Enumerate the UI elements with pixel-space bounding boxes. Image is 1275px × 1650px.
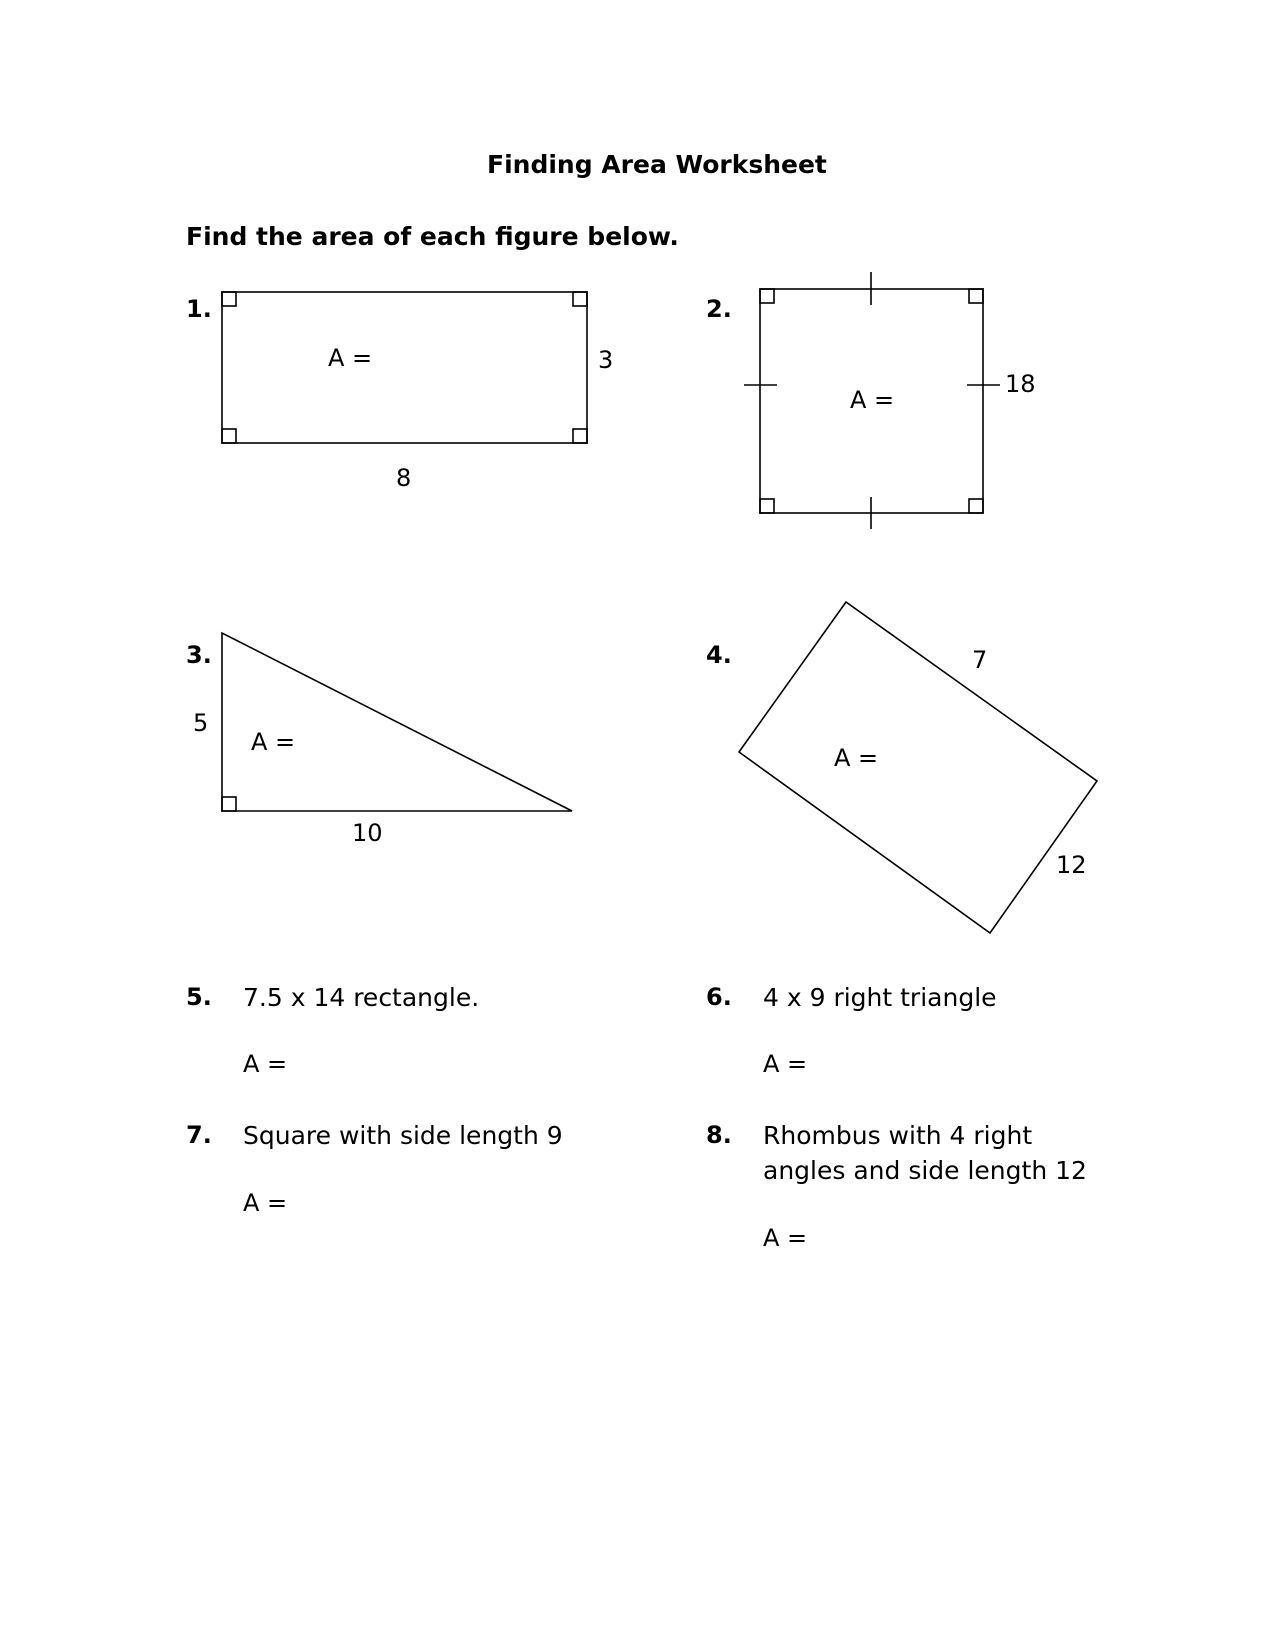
problem-4-area-label: A = [834, 744, 879, 772]
instructions: Find the area of each figure below. [186, 222, 679, 251]
figure-4-rotated-rectangle [739, 602, 1097, 933]
problem-7-text: Square with side length 9 [243, 1121, 563, 1150]
problem-6-text: 4 x 9 right triangle [763, 983, 997, 1012]
problem-8-number: 8. [706, 1121, 732, 1149]
problem-7-area-label: A = [243, 1189, 288, 1217]
right-angle-mark [222, 292, 236, 306]
problem-5-number: 5. [186, 983, 212, 1011]
right-angle-mark [969, 289, 983, 303]
right-angle-mark [222, 797, 236, 811]
problem-4-side-top: 7 [972, 646, 988, 674]
right-angle-mark [760, 499, 774, 513]
problem-2-side: 18 [1005, 370, 1036, 398]
problem-7-number: 7. [186, 1121, 212, 1149]
right-angle-mark [222, 429, 236, 443]
right-angle-mark [969, 499, 983, 513]
problem-4-number: 4. [706, 641, 732, 669]
problem-3-area-label: A = [251, 728, 296, 756]
problem-1-area-label: A = [328, 344, 373, 372]
page-title: Finding Area Worksheet [487, 150, 827, 179]
problem-6-number: 6. [706, 983, 732, 1011]
problem-1-side-width: 8 [396, 464, 412, 492]
problem-8-text-line2: angles and side length 12 [763, 1156, 1087, 1185]
problem-6-area-label: A = [763, 1050, 808, 1078]
figure-3-right-triangle [222, 633, 572, 811]
right-angle-mark [573, 292, 587, 306]
problem-8-text-line1: Rhombus with 4 right [763, 1121, 1033, 1150]
right-angle-mark [760, 289, 774, 303]
problem-1-number: 1. [186, 295, 212, 323]
problem-3-number: 3. [186, 641, 212, 669]
figure-1-rectangle [222, 292, 587, 443]
problem-1-side-height: 3 [598, 346, 614, 374]
problem-2-number: 2. [706, 295, 732, 323]
problem-5-area-label: A = [243, 1050, 288, 1078]
problem-8-area-label: A = [763, 1224, 808, 1252]
problem-3-side-height: 5 [193, 709, 209, 737]
problem-5-text: 7.5 x 14 rectangle. [243, 983, 480, 1012]
problem-3-side-base: 10 [352, 819, 383, 847]
problem-4-side-right: 12 [1056, 851, 1087, 879]
problem-2-area-label: A = [850, 386, 895, 414]
right-angle-mark [573, 429, 587, 443]
